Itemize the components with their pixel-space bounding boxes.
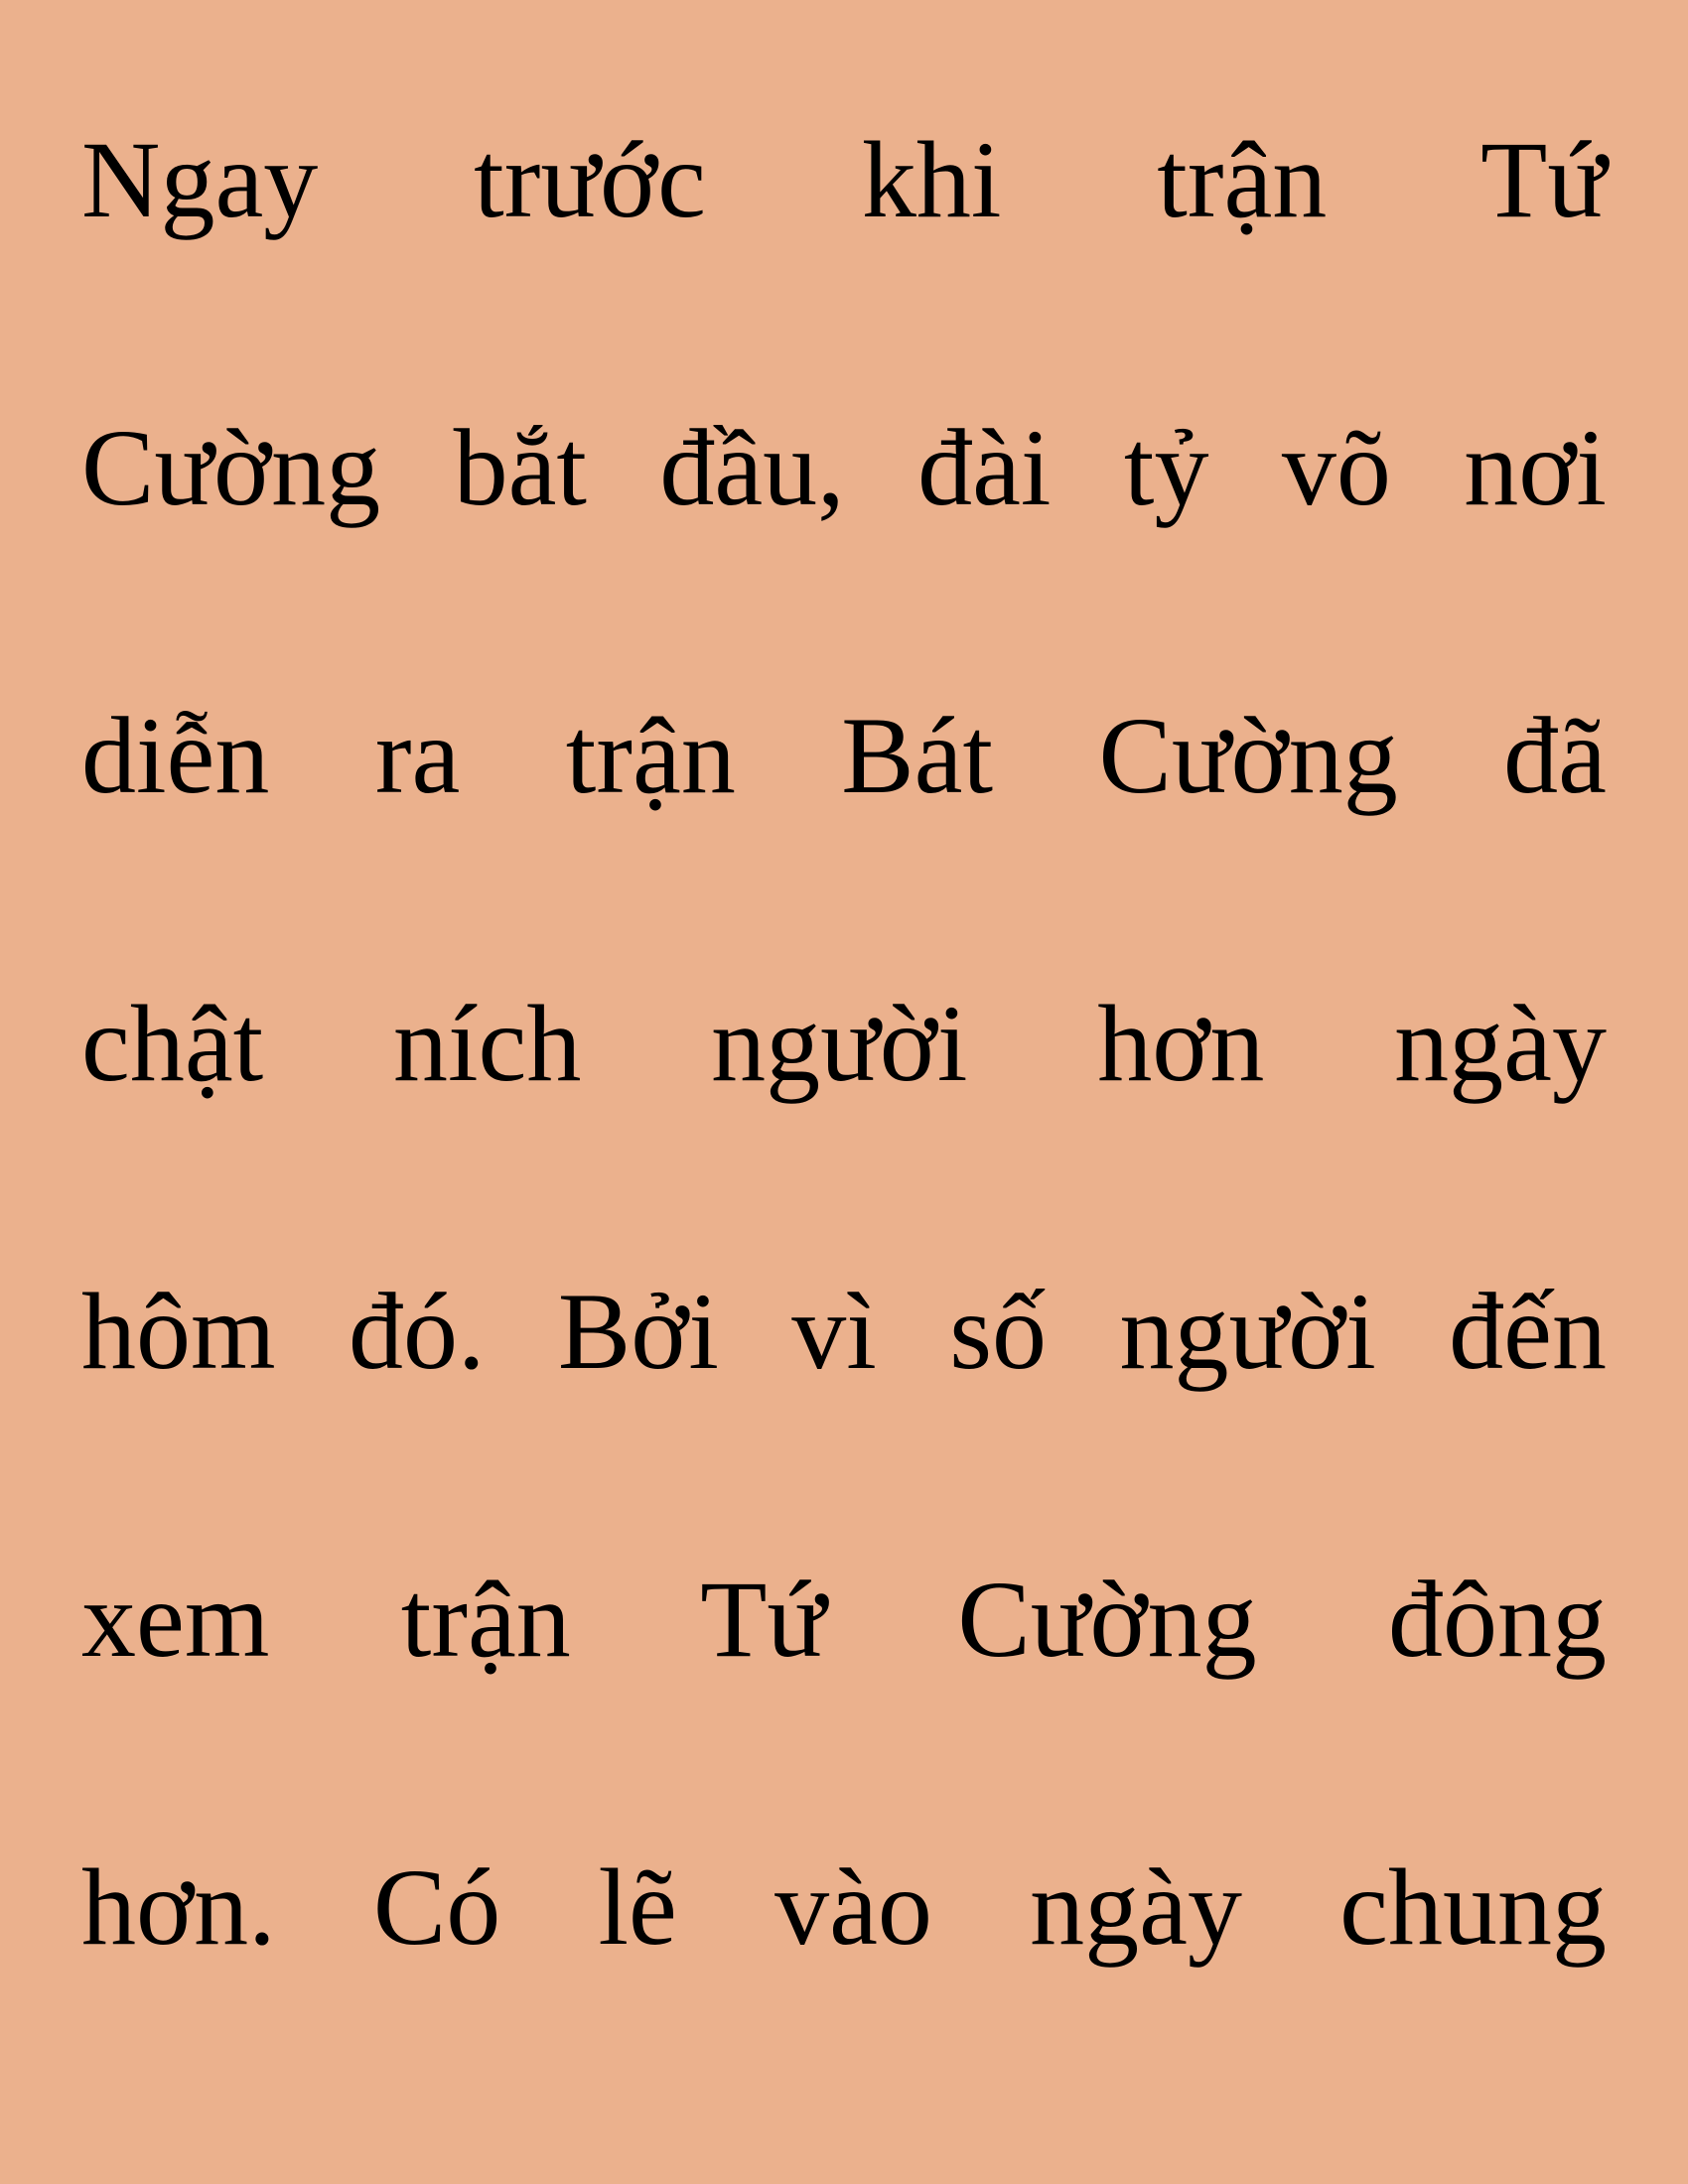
text-line: hôm đó. Bởi vì số người đến [81, 1271, 1607, 1392]
text-line: chật ních người hơn ngày [81, 983, 1607, 1104]
text-line: Cường bắt đầu, đài tỷ võ nơi [81, 407, 1607, 528]
text-line: diễn ra trận Bát Cường đã [81, 695, 1607, 816]
text-line: hơn. Có lẽ vào ngày chung [81, 1846, 1607, 1968]
text-line: Ngay trước khi trận Tứ [81, 119, 1607, 240]
paragraph-text [81, 36, 1607, 2051]
text-line: xem trận Tứ Cường đông [81, 1559, 1607, 1680]
